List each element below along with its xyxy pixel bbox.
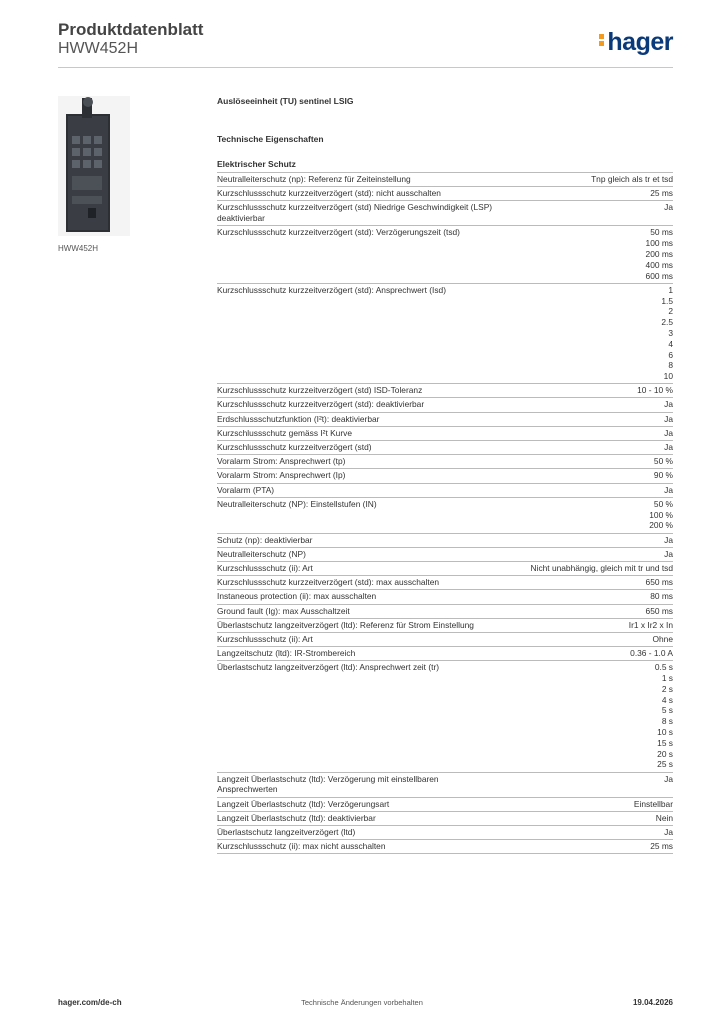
spec-row (217, 632, 673, 646)
header-divider (58, 67, 673, 68)
spec-value: 8 s (661, 716, 673, 727)
spec-value: 600 ms (645, 270, 673, 281)
spec-label: Kurzschlussschutz kurzzeitverzögert (std) ISD-Toleranz (217, 384, 506, 398)
spec-value-cell (506, 412, 673, 426)
spec-value: 1 (668, 284, 673, 295)
spec-value-cell (506, 825, 673, 839)
spec-row (217, 469, 673, 483)
spec-row (217, 661, 673, 772)
spec-label: Voralarm Strom: Ansprechwert (Ip) (217, 469, 506, 483)
logo-dots-icon (599, 32, 604, 48)
spec-value-cell (506, 840, 673, 854)
spec-label: Kurzschlussschutz kurzzeitverzögert (std): nicht ausschalten (217, 187, 506, 201)
spec-value: Ja (664, 534, 673, 545)
spec-value-cell (506, 455, 673, 469)
spec-row (217, 604, 673, 618)
spec-value: 10 - 10 % (637, 385, 673, 396)
spec-row (217, 187, 673, 201)
spec-row (217, 647, 673, 661)
spec-value-cell (506, 547, 673, 561)
spec-value: 25 ms (650, 841, 673, 852)
spec-value-cell (506, 469, 673, 483)
spec-value: 80 ms (650, 591, 673, 602)
spec-label: Voralarm Strom: Ansprechwert (tp) (217, 455, 506, 469)
spec-label: Kurzschlussschutz kurzzeitverzögert (std): Verzögerungszeit (tsd) (217, 226, 506, 283)
footer-date: 19.04.2026 (632, 998, 673, 1007)
spec-value-cell (506, 226, 673, 283)
spec-value: Ja (664, 773, 673, 784)
spec-value: 1 s (661, 673, 673, 684)
spec-value: 50 ms (650, 227, 673, 238)
spec-value: 1.5 (661, 295, 673, 306)
spec-row (217, 283, 673, 384)
spec-label: Voralarm (PTA) (217, 483, 506, 497)
spec-value: 650 ms (645, 605, 673, 616)
product-name: Auslöseeinheit (TU) sentinel LSIG (217, 96, 354, 106)
spec-value-cell (506, 483, 673, 497)
spec-value: Nicht unabhängig, gleich mit tr und tsd (530, 562, 673, 573)
spec-row (217, 426, 673, 440)
spec-label: Kurzschlussschutz kurzzeitverzögert (std) (217, 441, 506, 455)
spec-value: 4 (668, 338, 673, 349)
spec-label: Neutralleiterschutz (NP): Einstellstufen (IN) (217, 497, 506, 533)
spec-row (217, 811, 673, 825)
spec-row (217, 441, 673, 455)
spec-value: 200 ms (645, 248, 673, 259)
spec-value: Ohne (652, 633, 673, 644)
spec-value: 2 (668, 306, 673, 317)
spec-value-cell (506, 647, 673, 661)
spec-value: 5 s (661, 705, 673, 716)
spec-value: 4 s (661, 694, 673, 705)
spec-value: 25 ms (650, 188, 673, 199)
spec-value: 90 % (653, 470, 673, 481)
spec-value-cell (506, 426, 673, 440)
spec-value: 0.5 s (654, 662, 673, 673)
spec-value-cell (506, 398, 673, 412)
spec-value: Ja (664, 399, 673, 410)
spec-value: 15 s (657, 737, 673, 748)
spec-value-cell (506, 561, 673, 575)
spec-value: Nein (655, 812, 673, 823)
spec-row (217, 455, 673, 469)
spec-value: Ja (664, 548, 673, 559)
spec-table (217, 173, 673, 854)
logo-text: hager (607, 28, 673, 56)
hager-logo (599, 28, 673, 57)
spec-label: Kurzschlussschutz gemäss I²t Kurve (217, 426, 506, 440)
spec-value: 10 (663, 371, 673, 382)
spec-value-cell (506, 811, 673, 825)
spec-label: Kurzschlussschutz kurzzeitverzögert (std): deaktivierbar (217, 398, 506, 412)
spec-label: Überlastschutz langzeitverzögert (ltd): Referenz für Strom Einstellung (217, 618, 506, 632)
section-heading-characteristics: Technische Eigenschaften (217, 134, 324, 144)
spec-row (217, 201, 673, 226)
spec-value: Tnp gleich als tr et tsd (591, 174, 673, 184)
spec-label: Langzeit Überlastschutz (ltd): deaktivierbar (217, 811, 506, 825)
spec-label: Langzeit Überlastschutz (ltd): Verzögerungsart (217, 797, 506, 811)
spec-value-cell (506, 797, 673, 811)
spec-value-cell (506, 576, 673, 590)
spec-value: 3 (668, 327, 673, 338)
spec-value: Einstellbar (633, 798, 673, 809)
spec-label: Kurzschlussschutz (ii): max nicht ausschalten (217, 840, 506, 854)
spec-value: 100 ms (645, 238, 673, 249)
image-caption: HWW452H (58, 244, 99, 253)
spec-row (217, 797, 673, 811)
spec-value-cell (506, 618, 673, 632)
spec-value: 0.36 - 1.0 A (630, 648, 673, 659)
group-heading-electrical-protection: Elektrischer Schutz (217, 159, 673, 173)
spec-value: 8 (668, 360, 673, 371)
footer-notice: Technische Änderungen vorbehalten (301, 998, 423, 1007)
spec-value: 200 % (649, 520, 673, 531)
spec-label: Ground fault (Ig): max Ausschaltzeit (217, 604, 506, 618)
spec-row (217, 398, 673, 412)
spec-value-cell (506, 384, 673, 398)
spec-label: Langzeit Überlastschutz (ltd): Verzögerung mit einstellbaren Ansprechwerten (217, 772, 506, 797)
spec-value-cell (506, 497, 673, 533)
spec-value: Ir1 x Ir2 x In (628, 619, 673, 630)
spec-value-cell (506, 772, 673, 797)
spec-row (217, 547, 673, 561)
spec-value: 10 s (657, 727, 673, 738)
spec-value: 400 ms (645, 259, 673, 270)
spec-value-cell (506, 173, 673, 187)
spec-row (217, 483, 673, 497)
spec-row (217, 412, 673, 426)
spec-row (217, 618, 673, 632)
spec-label: Neutralleiterschutz (np): Referenz für Zeiteinstellung (217, 173, 506, 187)
product-code: HWW452H (58, 40, 139, 57)
datasheet-content (217, 96, 673, 854)
spec-value: Ja (664, 484, 673, 495)
spec-value: 20 s (657, 748, 673, 759)
spec-label: Kurzschlussschutz (ii): Art (217, 561, 506, 575)
spec-value: 50 % (653, 498, 673, 509)
spec-value: Ja (664, 442, 673, 453)
spec-row (217, 772, 673, 797)
spec-value-cell (506, 590, 673, 604)
spec-value-cell (506, 201, 673, 226)
spec-label: Erdschlussschutzfunktion (I²t): deaktivierbar (217, 412, 506, 426)
spec-value: Ja (664, 826, 673, 837)
spec-value: Ja (664, 427, 673, 438)
spec-row (217, 561, 673, 575)
spec-value: 25 s (657, 759, 673, 770)
spec-value: 2.5 (661, 317, 673, 328)
spec-value: Ja (664, 202, 673, 213)
spec-label: Kurzschlussschutz kurzzeitverzögert (std) Niedrige Geschwindigkeit (LSP) deaktivierbar (217, 201, 506, 226)
spec-row (217, 533, 673, 547)
spec-label: Überlastschutz langzeitverzögert (ltd): Ansprechwert zeit (tr) (217, 661, 506, 772)
spec-label: Kurzschlussschutz kurzzeitverzögert (std): Ansprechwert (Isd) (217, 283, 506, 384)
spec-row (217, 497, 673, 533)
spec-value-cell (506, 533, 673, 547)
footer-website[interactable]: hager.com/de-ch (58, 998, 122, 1007)
spec-value: 6 (668, 349, 673, 360)
spec-row (217, 576, 673, 590)
spec-row (217, 226, 673, 283)
spec-value-cell (506, 604, 673, 618)
spec-value-cell (506, 632, 673, 646)
spec-value-cell (506, 441, 673, 455)
spec-value-cell (506, 187, 673, 201)
spec-row (217, 825, 673, 839)
spec-value: 2 s (661, 683, 673, 694)
product-image (58, 96, 130, 236)
spec-row (217, 173, 673, 187)
spec-row (217, 840, 673, 854)
spec-value-cell (506, 283, 673, 384)
spec-value: 650 ms (645, 577, 673, 588)
spec-value: Ja (664, 413, 673, 424)
spec-value-cell (506, 661, 673, 772)
spec-label: Langzeitschutz (ltd): IR-Strombereich (217, 647, 506, 661)
document-title: Produktdatenblatt (58, 20, 204, 39)
spec-value: 50 % (653, 456, 673, 467)
spec-label: Neutralleiterschutz (NP) (217, 547, 506, 561)
spec-value: 100 % (649, 509, 673, 520)
spec-label: Kurzschlussschutz (ii): Art (217, 632, 506, 646)
spec-label: Schutz (np): deaktivierbar (217, 533, 506, 547)
spec-row (217, 590, 673, 604)
spec-label: Instaneous protection (ii): max ausschalten (217, 590, 506, 604)
spec-label: Kurzschlussschutz kurzzeitverzögert (std): max ausschalten (217, 576, 506, 590)
spec-row (217, 384, 673, 398)
spec-label: Überlastschutz langzeitverzögert (ltd) (217, 825, 506, 839)
